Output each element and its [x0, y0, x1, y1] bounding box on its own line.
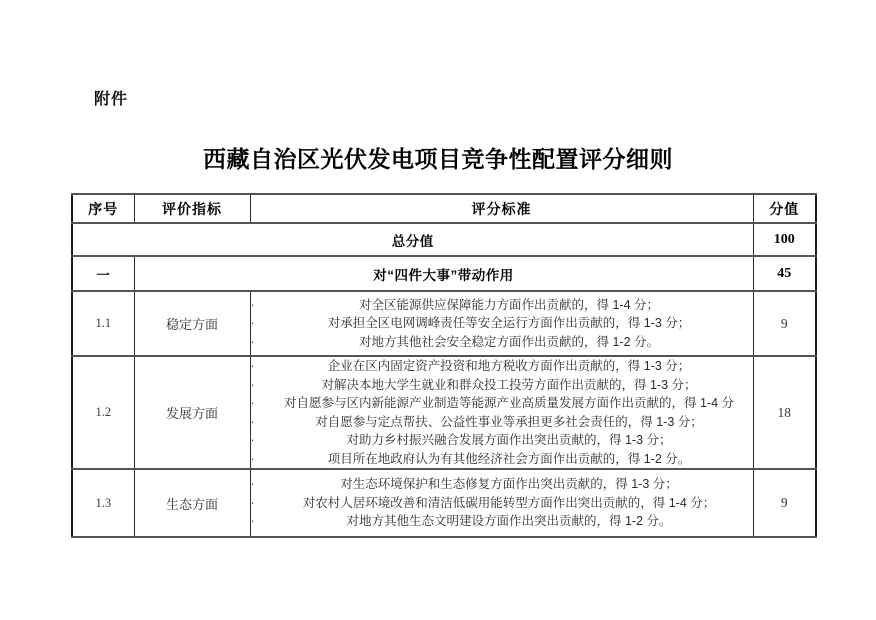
section-label: 对“四件大事”带动作用 [134, 256, 753, 291]
header-scoring-criteria: 评分标准 [250, 194, 753, 223]
criteria-item [251, 413, 753, 432]
criteria-text: 对自愿参与区内新能源产业制造等能源产业高质量发展方面作出贡献的，得 1-4 分 [283, 396, 734, 410]
bullet-icon: · [250, 433, 255, 447]
scoring-table-container [71, 193, 815, 538]
total-score-label: 总分值 [72, 223, 753, 256]
row-number: 1.3 [72, 469, 134, 537]
scoring-table [71, 193, 817, 538]
bullet-icon: · [250, 359, 255, 373]
section-row [72, 256, 816, 291]
bullet-icon: · [250, 514, 255, 529]
criteria-item [251, 394, 753, 413]
criteria-item [251, 494, 753, 513]
bullet-icon: · [250, 334, 255, 349]
criteria-text: 项目所在地政府认为有其他经济社会方面作出贡献的，得 1-2 分。 [327, 451, 691, 466]
row-criteria-list [250, 356, 753, 469]
criteria-text: 对地方其他社会安全稳定方面作出贡献的，得 1-2 分。 [358, 334, 659, 349]
bullet-icon: · [250, 377, 255, 392]
row-criteria-list [250, 469, 753, 537]
criteria-item [251, 512, 753, 531]
row-criteria-list [250, 291, 753, 356]
row-indicator: 发展方面 [134, 356, 250, 469]
section-score: 45 [753, 256, 816, 291]
criteria-text: 对助力乡村振兴融合发展方面作出突出贡献的，得 1-3 分； [346, 433, 672, 447]
bullet-icon: · [250, 451, 255, 466]
criteria-item [251, 431, 753, 450]
table-row [72, 356, 816, 469]
header-evaluation-indicator: 评价指标 [134, 194, 250, 223]
attachment-label: 附件 [94, 91, 129, 108]
bullet-icon: · [250, 477, 255, 492]
criteria-text: 对自愿参与定点帮扶、公益性事业等承担更多社会责任的，得 1-3 分； [315, 414, 703, 429]
table-row [72, 291, 816, 356]
criteria-text: 对解决本地大学生就业和群众投工投劳方面作出贡献的，得 1-3 分； [321, 377, 697, 392]
criteria-item [251, 314, 753, 333]
criteria-text: 对地方其他生态文明建设方面作出突出贡献的，得 1-2 分。 [346, 514, 672, 529]
bullet-icon: · [250, 495, 255, 510]
page-title: 西藏自治区光伏发电项目竞争性配置评分细则 [203, 146, 673, 172]
row-score: 9 [753, 291, 816, 356]
header-serial-number: 序号 [72, 194, 134, 223]
criteria-text: 企业在区内固定资产投资和地方税收方面作出贡献的，得 1-3 分； [327, 359, 691, 373]
criteria-item [251, 333, 753, 352]
section-number: 一 [72, 256, 134, 291]
criteria-item [251, 357, 753, 376]
row-indicator: 生态方面 [134, 469, 250, 537]
header-score: 分值 [753, 194, 816, 223]
criteria-item [251, 296, 753, 315]
bullet-icon: · [250, 414, 255, 429]
table-header-row [72, 194, 816, 223]
row-indicator: 稳定方面 [134, 291, 250, 356]
criteria-text: 对承担全区电网调峰责任等安全运行方面作出贡献的，得 1-3 分； [327, 316, 691, 331]
row-score: 18 [753, 356, 816, 469]
criteria-text: 对农村人居环境改善和清洁低碳用能转型方面作出突出贡献的，得 1-4 分； [302, 495, 716, 510]
total-score-value: 100 [753, 223, 816, 256]
criteria-item [251, 376, 753, 395]
total-score-row [72, 223, 816, 256]
row-score: 9 [753, 469, 816, 537]
bullet-icon: · [250, 396, 255, 410]
row-number: 1.2 [72, 356, 134, 469]
bullet-icon: · [250, 316, 255, 331]
criteria-text: 对全区能源供应保障能力方面作出贡献的，得 1-4 分； [358, 297, 659, 312]
criteria-item [251, 475, 753, 494]
criteria-item [251, 450, 753, 469]
criteria-text: 对生态环境保护和生态修复方面作出突出贡献的，得 1-3 分； [340, 477, 678, 492]
row-number: 1.1 [72, 291, 134, 356]
table-row [72, 469, 816, 537]
bullet-icon: · [250, 297, 255, 312]
